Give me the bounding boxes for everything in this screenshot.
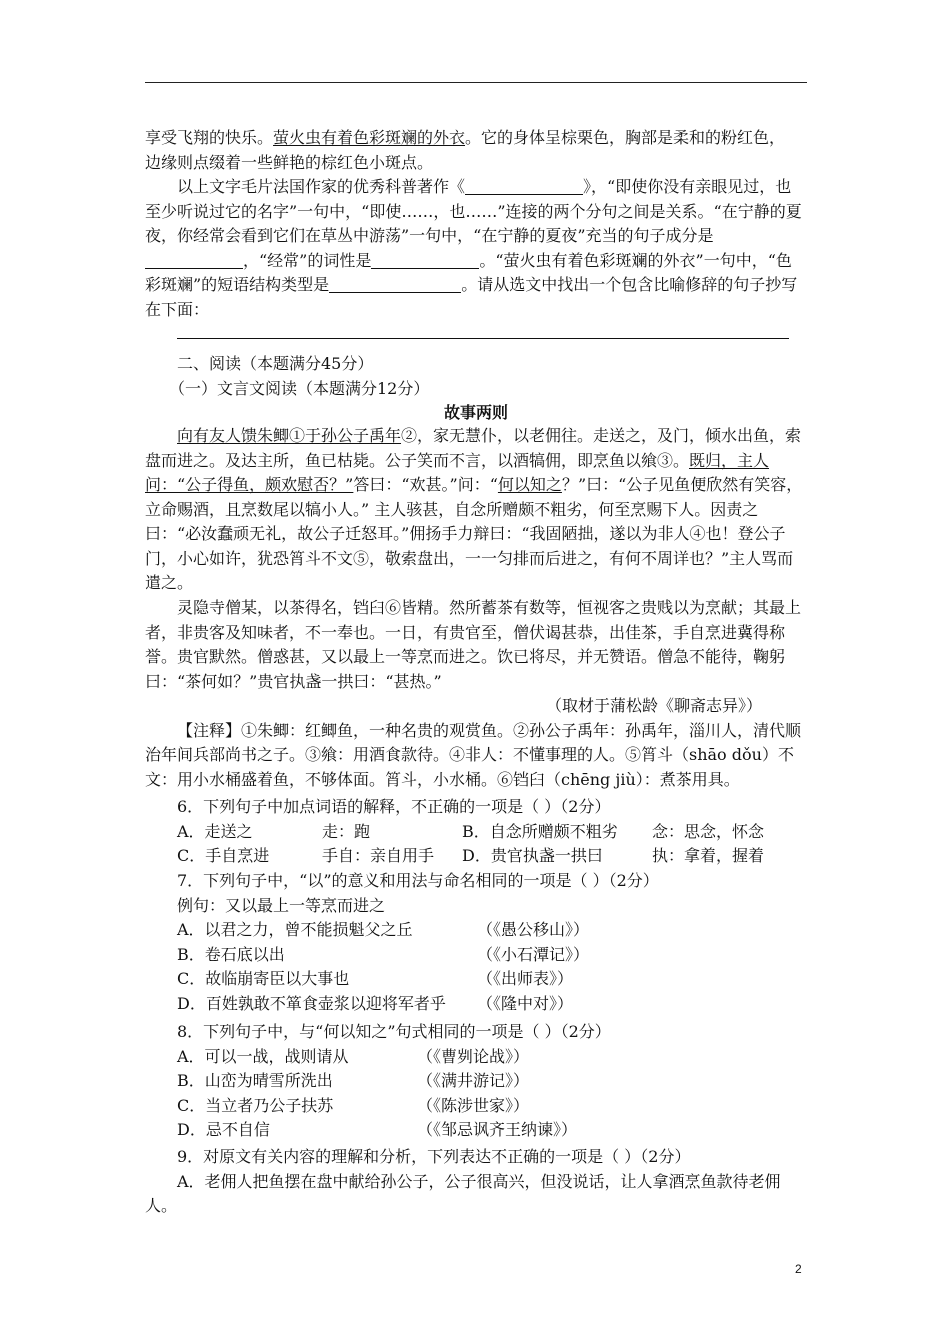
source-citation: （取材于蒲松龄《聊斋志异》）: [545, 696, 762, 715]
q6-row-ab: A．走送之 走：跑 B．自念所赠颇不粗劣 念：思念，怀念: [177, 821, 765, 841]
answer-blank-component[interactable]: [145, 252, 243, 269]
q7-stem: 7．下列句子中，“以”的意义和用法与命名相同的一项是（ ）（2分）: [177, 871, 659, 890]
question-8: [145, 1020, 807, 1143]
answer-blank-pos[interactable]: [371, 252, 479, 269]
answer-blank-structure[interactable]: [329, 276, 461, 293]
q6-row-cd: C．手自烹进 手自：亲自用手 D．贵官执盏一拱曰 执：拿着，握着: [177, 846, 765, 865]
story-one-text: 向有友人馈朱鲫①于孙公子禹年②，家无慧仆，以老佣往。走送之，及门，倾水出鱼，索盘而进之。及达主所，鱼已枯毙。公子笑而不言，以酒犒佣，即烹鱼以飨③。既归，主人问：“公子得鱼，颇欢慰否？”答曰：“欢甚。”问：“何以知之？”曰：“公子见鱼便欣然有笑容，立命赐酒，且烹数尾以犒小人。” 主人骇甚，自念所赠颇不粗劣，何至烹赐下人。因责之曰：“必汝蠢顽无礼，故公子迁怒耳。”佣扬手力辩曰：“我固陋拙，遂以为非人④也！登公子门，小心如许，犹恐筲斗不文⑤，敬索盘出，一一匀排而后进之，有何不周详也？”主人骂而遣之。: [145, 426, 803, 592]
q9-stem: 9．对原文有关内容的理解和分析，下列表达不正确的一项是（ ）（2分）: [177, 1147, 691, 1166]
carryover-section: [145, 126, 807, 338]
story-one: [145, 424, 807, 596]
subsection-heading: （一）文言文阅读（本题满分12分）: [169, 378, 430, 398]
q7-option-d: D．百姓孰敢不箪食壶浆以迎将军者乎 （《隆中对》）: [177, 993, 574, 1013]
passage-title: 故事两则: [443, 403, 508, 422]
q8-stem: 8．下列句子中，与“何以知之”句式相同的一项是（ ）（2分）: [177, 1022, 611, 1041]
q8-option-b: B．山峦为晴雪所洗出 （《满井游记》）: [177, 1071, 530, 1090]
question-7: [145, 869, 807, 1016]
answer-blank-book[interactable]: [465, 178, 583, 195]
question-9: [145, 1145, 807, 1219]
section-heading: 二、阅读（本题满分45分）: [177, 354, 374, 373]
q7-option-b: B．卷石底以出 （《小石潭记》）: [177, 944, 590, 964]
q6-stem: 6．下列句子中加点词语的解释，不正确的一项是（ ）（2分）: [177, 797, 611, 816]
annotations: 【注释】①朱鲫：红鲫鱼，一种名贵的观赏鱼。②孙公子禹年：孙禹年，淄川人，清代顺治年间兵部尚书之子。③飨：用酒食款待。④非人：不懂事理的人。⑤筲斗（shāo dǒu）不文：用小水桶盛着鱼，不够体面。筲斗，小水桶。⑥铛臼（chēng jiù）：煮茶用具。: [145, 720, 802, 789]
q8-option-d: D．忌不自信 （《邹忌讽齐王纳谏》）: [177, 1120, 578, 1139]
q9-option-a: A．老佣人把鱼摆在盘中献给孙公子，公子很高兴，但没说话，让人拿酒烹鱼款待老佣人。: [145, 1171, 781, 1215]
answer-line[interactable]: [177, 326, 789, 339]
page-number: 2: [795, 1262, 802, 1276]
header-rule: [145, 82, 807, 83]
underlined-sentence: 萤火虫有着色彩斑斓的外衣: [273, 128, 466, 147]
question-6: [145, 795, 807, 869]
story-two-text: 灵隐寺僧某，以茶得名，铛臼⑥皆精。然所蓄茶有数等，恒视客之贵贱以为烹献；其最上者，非贵客及知味者，不一奉也。一日，有贵官至，僧伏谒甚恭，出佳茶，手自烹进冀得称誉。贵官默然。僧惑甚，又以最上一等烹而进之。饮已将尽，并无赞语。僧急不能待，鞠躬曰：“茶何如？”贵官执盏一拱曰：“甚热。”: [145, 598, 802, 691]
q8-option-a: A．可以一战，战则请从 （《曹刿论战》）: [177, 1046, 530, 1066]
q8-option-c: C．当立者乃公子扶苏 （《陈涉世家》）: [177, 1095, 530, 1115]
q7-option-c: C．故临崩寄臣以大事也 （《出师表》）: [177, 969, 574, 988]
q7-option-a: A．以君之力，曾不能损魁父之丘 （《愚公移山》）: [177, 920, 590, 939]
q7-example: 例句：又以最上一等烹而进之: [177, 895, 386, 915]
story-two: [145, 596, 807, 792]
carryover-text: 享受飞翔的快乐。萤火虫有着色彩斑斓的外衣。它的身体呈棕栗色，胸部是柔和的粉红色， 边缘则点缀着一些鲜艳的棕红色小斑点。: [145, 128, 786, 172]
section-reading: [145, 352, 807, 426]
answer-line-row: [145, 322, 807, 338]
fill-in-question: 以上文字毛片法国作家的优秀科普著作《 》，“即使你没有亲眼见过，也至少听说过它的名字”一句中，“即使……，也……”连接的两个分句之间是关系。“在宁静的夏夜，你经常会看到它们在草丛中游荡”一句中，“在宁静的夏夜”充当的句子成分是，“经常”的词性是 。“萤火虫有着色彩斑斓的外衣”一句中，“色彩斑斓”的短语结构类型是 。请从选文中找出一个包含比喻修辞的句子抄写在下面：: [145, 177, 802, 319]
